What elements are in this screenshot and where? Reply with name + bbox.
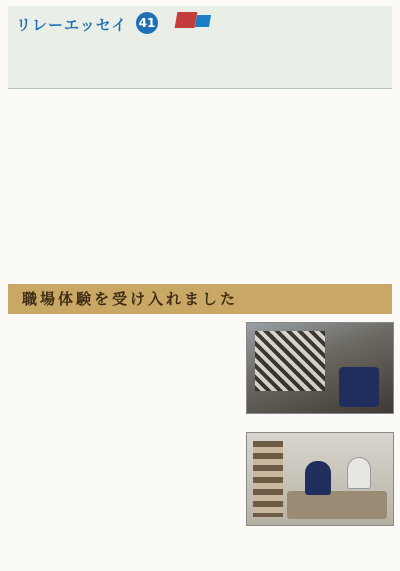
essay-author — [252, 72, 388, 86]
flag-icon-secondary — [195, 15, 211, 27]
photo-caption-2 — [246, 527, 392, 539]
essay-title — [20, 52, 300, 74]
flag-icon — [175, 12, 198, 28]
archive-photo — [246, 432, 394, 526]
job-title: 職場体験を受け入れました — [22, 290, 239, 308]
series-label: リレーエッセイ — [16, 16, 128, 34]
series-number-badge: 41 — [136, 12, 158, 34]
storehouse-wall — [255, 331, 325, 391]
students-figure — [339, 367, 379, 407]
staff-figure — [347, 457, 371, 489]
job-body — [16, 322, 238, 552]
essay-body — [16, 94, 386, 274]
photo-caption — [246, 414, 392, 426]
storehouse-photo — [246, 322, 394, 414]
student-figure — [305, 461, 331, 495]
work-table — [287, 491, 387, 519]
bookshelf — [253, 441, 283, 517]
